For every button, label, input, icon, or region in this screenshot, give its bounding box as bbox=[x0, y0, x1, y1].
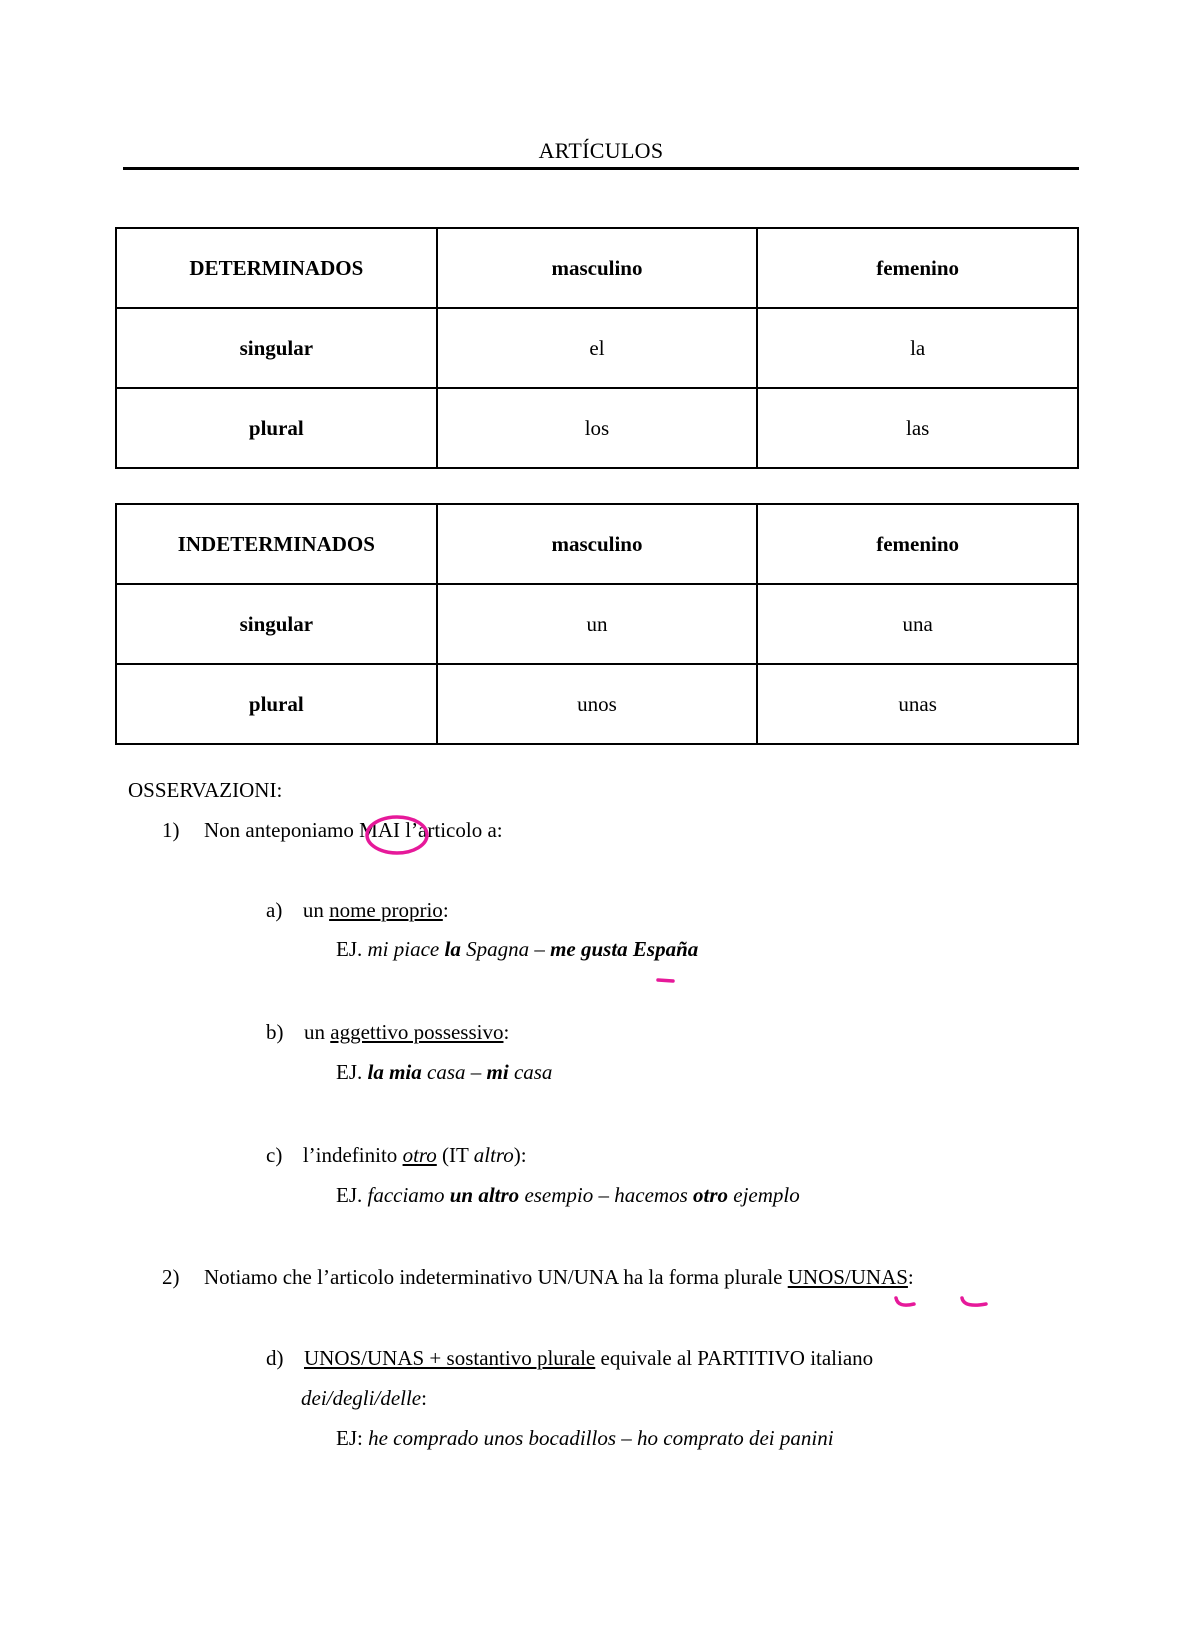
sub-item-text: (IT bbox=[436, 1143, 474, 1167]
table-header-cell: masculino bbox=[437, 228, 758, 308]
example-spanish-bold: otro bbox=[693, 1183, 729, 1207]
example-spanish: me gusta España bbox=[550, 937, 699, 961]
row-label: plural bbox=[116, 388, 437, 468]
example-label: EJ: bbox=[336, 1426, 369, 1450]
example-label: EJ. bbox=[336, 1060, 368, 1084]
example-spanish: casa bbox=[508, 1060, 553, 1084]
example-text: he comprado unos bocadillos – ho comprato dei panini bbox=[368, 1426, 834, 1450]
example-italian: esempio bbox=[519, 1183, 594, 1207]
sub-item-c bbox=[266, 1143, 527, 1168]
example-d bbox=[336, 1426, 834, 1451]
table-cell: unos bbox=[437, 664, 758, 744]
example-b bbox=[336, 1060, 552, 1085]
row-label: plural bbox=[116, 664, 437, 744]
page-title: ARTÍCULOS bbox=[538, 138, 664, 163]
sub-item-text: : bbox=[442, 898, 449, 922]
sub-item-d bbox=[266, 1346, 873, 1371]
item-text: Notiamo che l’articolo indeterminativo UN/UNA ha la forma plurale bbox=[204, 1265, 788, 1289]
observations-heading: OSSERVAZIONI: bbox=[128, 778, 283, 802]
table-header-cell: masculino bbox=[437, 504, 758, 584]
sub-item-letter: a) bbox=[266, 898, 283, 922]
example-dash: – bbox=[529, 937, 551, 961]
sub-item-text: un bbox=[302, 898, 330, 922]
underlined-term: aggettivo possessivo bbox=[330, 1020, 504, 1044]
example-spanish: ejemplo bbox=[728, 1183, 800, 1207]
example-label: EJ. bbox=[336, 937, 368, 961]
example-italian-bold: la mia bbox=[367, 1060, 422, 1084]
example-italian-bold: un altro bbox=[449, 1183, 520, 1207]
item-text: l’articolo a: bbox=[399, 818, 503, 842]
example-italian: Spagna bbox=[460, 937, 530, 961]
example-spanish-bold: mi bbox=[486, 1060, 509, 1084]
table-row bbox=[116, 388, 1078, 468]
row-label: singular bbox=[116, 308, 437, 388]
sub-item-a bbox=[266, 898, 449, 923]
item-number: 1) bbox=[162, 818, 180, 842]
sub-item-text: : bbox=[503, 1020, 510, 1044]
sub-item-text: un bbox=[304, 1020, 331, 1044]
sub-item-d-line2 bbox=[301, 1386, 427, 1411]
example-italian-bold: la bbox=[444, 937, 461, 961]
circle-annotation-icon bbox=[362, 812, 432, 858]
indeterminados-table bbox=[115, 503, 1079, 745]
item-1 bbox=[162, 818, 503, 843]
item-text: : bbox=[907, 1265, 914, 1289]
mai-emphasis: MAI bbox=[359, 818, 400, 842]
sub-item-text: l’indefinito bbox=[302, 1143, 403, 1167]
item-text: Non anteponiamo bbox=[204, 818, 360, 842]
tick-annotation-icon bbox=[655, 975, 677, 985]
table-header-cell: DETERMINADOS bbox=[116, 228, 437, 308]
table-row bbox=[116, 308, 1078, 388]
table-cell: unas bbox=[757, 664, 1078, 744]
item-number: 2) bbox=[162, 1265, 180, 1289]
underlined-term: nome proprio bbox=[329, 898, 443, 922]
item-2 bbox=[162, 1265, 914, 1290]
table-header-row bbox=[116, 228, 1078, 308]
determinados-table bbox=[115, 227, 1079, 469]
table-cell: los bbox=[437, 388, 758, 468]
table-row bbox=[116, 664, 1078, 744]
table-cell: una bbox=[757, 584, 1078, 664]
table-cell: el bbox=[437, 308, 758, 388]
underlined-term: UNOS/UNAS bbox=[787, 1265, 908, 1289]
sub-item-text: ): bbox=[513, 1143, 527, 1167]
sub-item-text: equivale al PARTITIVO italiano bbox=[595, 1346, 874, 1370]
example-dash: – bbox=[465, 1060, 487, 1084]
title-underline bbox=[123, 167, 1079, 170]
table-cell: la bbox=[757, 308, 1078, 388]
table-cell: un bbox=[437, 584, 758, 664]
row-label: singular bbox=[116, 584, 437, 664]
example-italian: casa bbox=[421, 1060, 466, 1084]
example-italian: mi piace bbox=[367, 937, 445, 961]
example-dash: – bbox=[593, 1183, 615, 1207]
sub-item-b bbox=[266, 1020, 509, 1045]
example-label: EJ. bbox=[336, 1183, 368, 1207]
table-header-row bbox=[116, 504, 1078, 584]
example-spanish: hacemos bbox=[614, 1183, 693, 1207]
sub-item-letter: c) bbox=[266, 1143, 283, 1167]
underlined-term: UNOS/UNAS + sostantivo plurale bbox=[304, 1346, 596, 1370]
sub-item-text: : bbox=[421, 1386, 427, 1410]
partitive-forms: dei/degli/delle bbox=[301, 1386, 422, 1410]
underlined-term: otro bbox=[402, 1143, 437, 1167]
underline-annotation-icon bbox=[890, 1294, 1000, 1314]
table-cell: las bbox=[757, 388, 1078, 468]
table-header-cell: femenino bbox=[757, 228, 1078, 308]
example-c bbox=[336, 1183, 800, 1208]
sub-item-letter: d) bbox=[266, 1346, 284, 1370]
table-header-cell: femenino bbox=[757, 504, 1078, 584]
sub-item-letter: b) bbox=[266, 1020, 284, 1044]
table-row bbox=[116, 584, 1078, 664]
example-a bbox=[336, 937, 698, 962]
example-italian: facciamo bbox=[367, 1183, 450, 1207]
table-header-cell: INDETERMINADOS bbox=[116, 504, 437, 584]
italian-word: altro bbox=[473, 1143, 514, 1167]
